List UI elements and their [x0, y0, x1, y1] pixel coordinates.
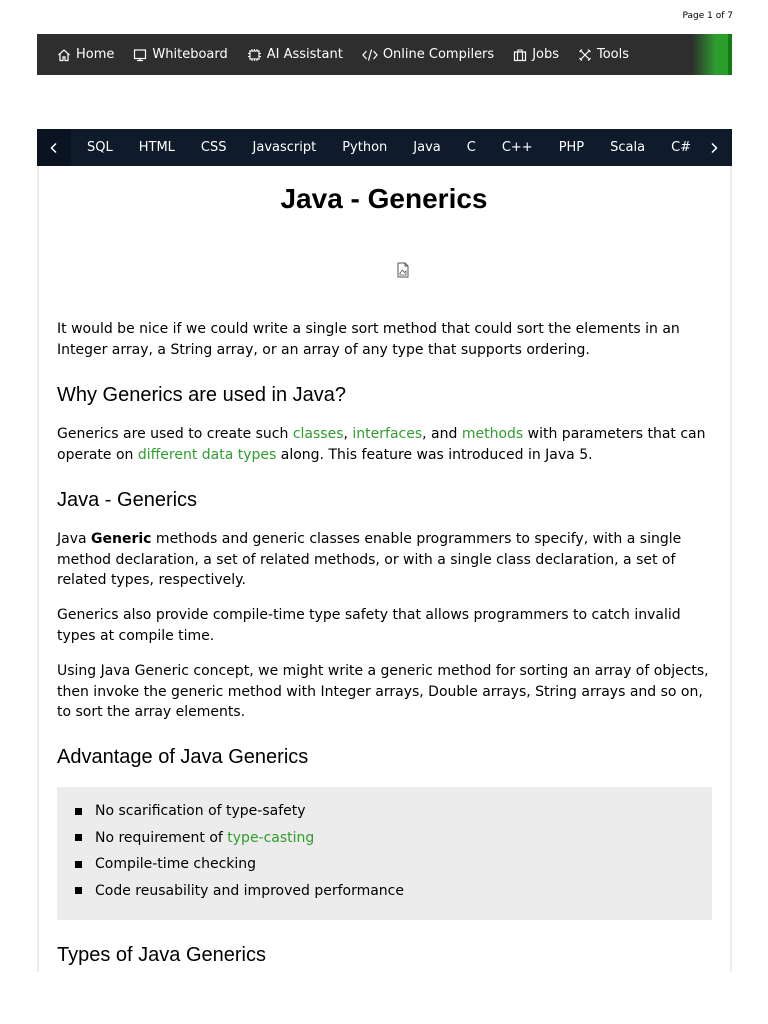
- nav-overflow-fade: [692, 34, 732, 75]
- nav-online-compilers[interactable]: [362, 47, 494, 62]
- text-run: with parameters that can operate on: [57, 426, 706, 463]
- bullet-square-icon: [75, 861, 82, 868]
- page-title: Java - Generics: [280, 183, 488, 214]
- document-image-icon: [396, 262, 410, 278]
- tools-icon: [578, 48, 592, 62]
- lang-link-scala[interactable]: Scala: [610, 140, 646, 155]
- list-item-text: Compile-time checking: [95, 856, 257, 872]
- whiteboard-icon: [133, 48, 147, 62]
- lang-link-cpp[interactable]: C++: [501, 140, 533, 155]
- text-run: No requirement of: [95, 829, 228, 846]
- list-item-text: Code reusability and improved performance: [95, 882, 404, 899]
- nav-jobs[interactable]: [513, 47, 559, 62]
- list-item: [75, 881, 712, 901]
- nav-whiteboard[interactable]: [133, 47, 227, 62]
- scroll-right-button[interactable]: [696, 129, 732, 166]
- types-heading: Types of Java Generics: [57, 944, 266, 966]
- bullet-square-icon: [75, 834, 82, 841]
- bold-term: Generic: [91, 531, 152, 547]
- list-item: [75, 828, 712, 848]
- home-icon: [57, 48, 71, 62]
- nav-tools-label: Tools: [597, 47, 630, 62]
- nav-ai-assistant[interactable]: [247, 47, 343, 62]
- lang-link-html[interactable]: HTML: [138, 140, 175, 155]
- link-methods[interactable]: methods: [461, 426, 524, 442]
- text-run: , and: [422, 426, 462, 442]
- text-run: Java: [57, 531, 92, 547]
- lang-link-python[interactable]: Python: [342, 140, 388, 155]
- lang-link-java[interactable]: Java: [413, 140, 441, 155]
- lang-link-csharp[interactable]: C#: [671, 140, 692, 155]
- link-interfaces[interactable]: interfaces: [352, 426, 423, 442]
- link-type-casting[interactable]: type-casting: [227, 829, 315, 846]
- page-number: Page 1 of 7: [682, 11, 733, 21]
- why-generics-heading: Why Generics are used in Java?: [57, 384, 347, 406]
- java-generics-heading: Java - Generics: [57, 489, 198, 511]
- scroll-left-button[interactable]: [37, 129, 71, 166]
- why-generics-paragraph: [57, 424, 717, 465]
- lang-link-css[interactable]: CSS: [200, 140, 227, 155]
- lang-link-sql[interactable]: SQL: [87, 140, 113, 155]
- nav-tools[interactable]: [578, 47, 629, 62]
- text-run: Generics are used to create such: [57, 426, 293, 442]
- text-run: ,: [343, 426, 353, 442]
- intro-paragraph: It would be nice if we could write a single sort method that could sort the elements in an Integer array, a String array, or an array of any type that supports ordering.: [57, 321, 680, 358]
- link-different-data-types[interactable]: different data types: [137, 446, 277, 463]
- text-run: along. This feature was introduced in Java 5.: [276, 446, 593, 463]
- list-item: [75, 854, 712, 874]
- chevron-right-icon: [709, 142, 719, 154]
- generics-paragraph-3: Using Java Generic concept, we might write a generic method for sorting an array of objects, then invoke the generic method with Integer arrays, Double arrays, String arrays and so on, to sort the array elements.: [57, 663, 709, 720]
- list-item: [75, 801, 712, 821]
- lang-link-php[interactable]: PHP: [558, 140, 585, 155]
- generics-paragraph-1: [57, 529, 717, 591]
- lang-link-javascript[interactable]: Javascript: [252, 140, 317, 155]
- advantages-list: [57, 787, 712, 901]
- nav-home-label: Home: [76, 47, 115, 62]
- list-item-text: [95, 828, 314, 848]
- advantage-heading: Advantage of Java Generics: [57, 746, 309, 768]
- advantages-box: [57, 787, 712, 920]
- nav-ai-assistant-label: AI Assistant: [266, 47, 343, 62]
- language-navigation: [37, 129, 732, 166]
- nav-home[interactable]: [57, 47, 114, 62]
- bullet-square-icon: [75, 808, 82, 815]
- nav-jobs-label: Jobs: [532, 47, 559, 62]
- ai-chip-icon: [247, 48, 262, 62]
- top-navigation: [37, 34, 732, 75]
- lang-link-c[interactable]: C: [466, 140, 476, 155]
- text-run: methods and generic classes enable programmers to specify, with a single method declaration, a set of related methods, or with a single class declaration, a set of related types, respectively.: [57, 531, 682, 588]
- chevron-left-icon: [49, 142, 59, 154]
- nav-online-compilers-label: Online Compilers: [382, 47, 495, 62]
- generics-paragraph-2: Generics also provide compile-time type safety that allows programmers to catch invalid types at compile time.: [57, 607, 681, 644]
- nav-whiteboard-label: Whiteboard: [152, 47, 228, 62]
- list-item-text: No scarification of type-safety: [95, 803, 306, 819]
- link-classes[interactable]: classes: [292, 426, 344, 442]
- code-icon: [362, 48, 378, 62]
- bullet-square-icon: [75, 887, 82, 894]
- briefcase-icon: [513, 48, 527, 62]
